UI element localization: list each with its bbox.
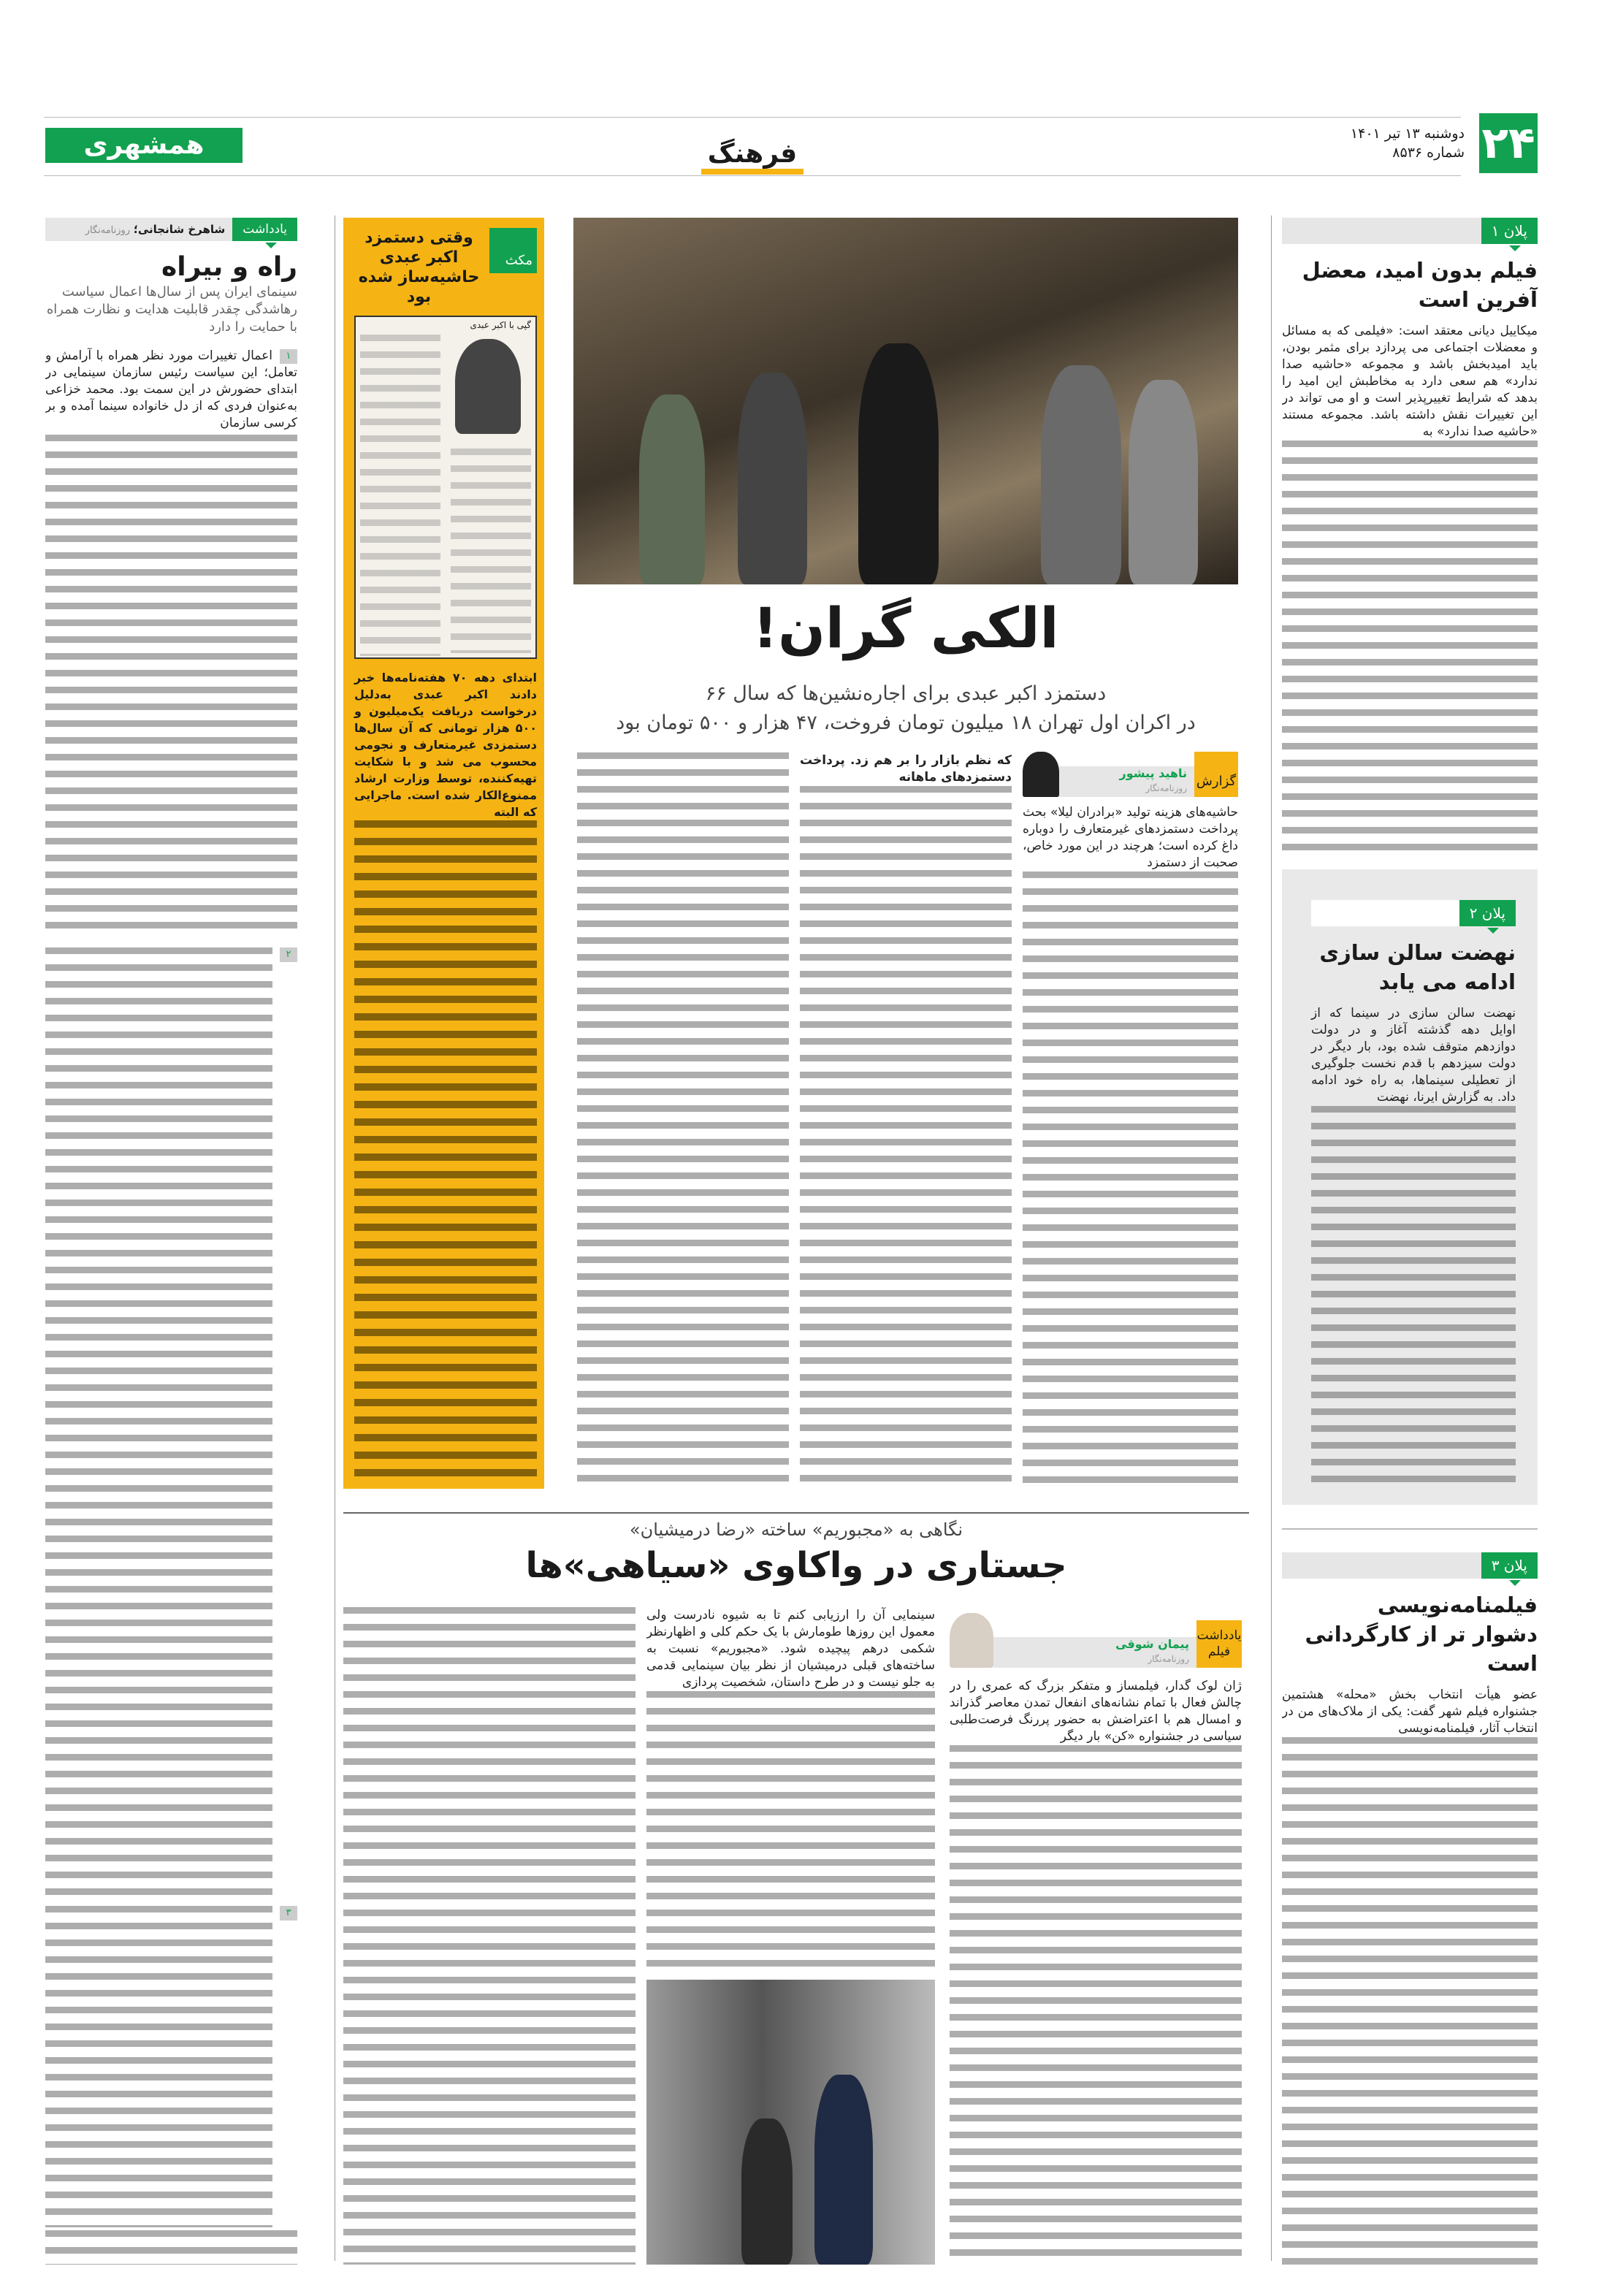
plan2-title: نهضت سالن سازی ادامه می یابد	[1319, 940, 1516, 994]
review-col1	[950, 1611, 1242, 2265]
note-role: روزنامه‌نگار	[85, 225, 131, 236]
section-number-1: ۱	[280, 349, 297, 364]
plan3-title-line1: فیلمنامه‌نویسی	[1377, 1593, 1538, 1617]
plan1-block	[1282, 218, 1538, 855]
clipping-portrait	[455, 339, 521, 434]
main-col1	[1023, 749, 1238, 1485]
newspaper-logo: همشهری	[45, 128, 243, 163]
review-lead: ژان لوک گدار، فیلمساز و متفکر بزرگ که عمری را در چالش فعال با تمام نشانه‌های انفعال تمدن معاصر گذراند و امسال هم با اعتراضش به حضور پررنگ فرصت‌طلبی سیاسی در جشنواره «کن» بار دیگر	[950, 1679, 1242, 1744]
review-tag: یادداشت	[1196, 1628, 1242, 1643]
review-col2-lead: سینمایی آن را ارزیابی کنم تا به شیوه نادرست ولی معمول این روزها طومارش با یک حکم کلی و اظهارنظر شکمی درهم پیچیده شود. «مجبوریم» نسبت به ساخته‌های قبلی درمیشیان از نظر بیان سینمایی قدمی به جلو نیست و در طرح داستان، شخصیت پردازی	[646, 1608, 935, 1690]
issue-number: شماره ۸۵۳۶	[1392, 145, 1465, 161]
main-author: ناهید پیشور	[1119, 766, 1187, 780]
plan2-panel	[1282, 869, 1538, 1505]
plan3-block	[1282, 1552, 1538, 2265]
plan3-title	[1282, 1590, 1538, 1678]
main-col2	[800, 752, 1012, 1485]
section-number-3: ۳	[280, 1906, 297, 1921]
main-photo	[573, 218, 1238, 584]
review-kicker: نگاهی به «مجبوریم» ساخته «رضا درمیشیان»	[629, 1519, 963, 1540]
main-subtitle-line2: در اکران اول تهران ۱۸ میلیون تومان فروخت، ۴۷ هزار و ۵۰۰ تومان بود	[616, 712, 1196, 734]
plan1-title: فیلم بدون امید، معضل آفرین است	[1302, 258, 1538, 312]
plan2-tag: پلان ۲	[1459, 900, 1516, 926]
review-author-role: روزنامه‌نگار	[1148, 1654, 1189, 1664]
note-tag: یادداشت	[232, 218, 297, 241]
note-column	[45, 218, 297, 2265]
plan1-tag: پلان ۱	[1481, 218, 1538, 244]
main-lead: حاشیه‌های هزینه تولید «برادران لیلا» بحث پرداخت دستمزدهای غیرمتعارف را دوباره داغ کرده است؛ هرچند در این مورد خاص، صحبت از دستمزد	[1023, 805, 1238, 870]
main-subtitle-line1: دستمزد اکبر عبدی برای اجاره‌نشین‌ها که سال ۶۶	[705, 682, 1107, 705]
review-col2	[646, 1607, 935, 2265]
plan2-lead: نهضت سالن سازی در سینما که از اوایل دهه گذشته آغاز و در دولت دوازدهم متوقف شده بود، بار دیگر در دولت سیزدهم با قدم نخست جلوگیری از تعطیلی سینماها، به راه خود ادامه داد. به گزارش ایرنا، نهضت	[1311, 1006, 1516, 1105]
note-lead: اعمال تغییرات مورد نظر همراه با آرامش و تعامل؛ این سیاست رئیس سازمان سینمایی در ابتدای حضورش در این سمت بود. محمد خزاعی به‌عنوان فردی که از دل خانواده سینما آمده و بر کرسی سازمان	[45, 348, 297, 430]
review-author: پیمان شوقی	[1115, 1637, 1189, 1651]
main-headline: الکی گران!	[752, 595, 1059, 660]
review-author-photo	[950, 1613, 993, 1668]
issue-date: دوشنبه ۱۳ تیر ۱۴۰۱	[1350, 126, 1465, 142]
plan3-tag: پلان ۳	[1481, 1552, 1538, 1579]
note-subtitle: سینمای ایران پس از سال‌ها اعمال سیاست رهاشدگی چقدر قابلیت هدایت و نظارت همراه با حمایت را دارد	[46, 284, 297, 335]
sidebar-tag: مکث	[489, 228, 537, 273]
report-tag: گزارش	[1194, 752, 1238, 797]
clipping-image	[354, 316, 537, 659]
sidebar-box	[343, 218, 544, 1489]
section-title: فرهنگ	[701, 139, 804, 175]
section-number-2: ۲	[280, 947, 297, 962]
review-photo	[646, 1980, 935, 2265]
author-photo	[1023, 752, 1059, 797]
plan1-lead: میکاییل دیانی معتقد است: «فیلمی که به مسائل و معضلات اجتماعی می پردازد برای مثمر بودن، باید امیدبخش باشد و مجموعه «حاشیه صدا ندارد» هم سعی دارد به مخاطبش این امید را بدهد که شرایط تغییرپذیر است و او می تواند در این تغییرات نقش داشته باشد. مجموعه مستند «حاشیه صدا ندارد» به	[1282, 324, 1538, 439]
plan3-lead: عضو هیأت انتخاب بخش «محله» هشتمین جشنواره فیلم شهر گفت: یکی از ملاک‌های من در انتخاب آثار، فیلمنامه‌نویسی	[1282, 1687, 1538, 1736]
note-author: شاهرخ شانجانی؛	[133, 223, 226, 236]
plan3-title-line2: دشوار تر از کارگردانی است	[1305, 1622, 1538, 1676]
page-number: ۲۴	[1479, 113, 1538, 173]
review-tag-sub: فیلم	[1207, 1644, 1231, 1659]
main-author-role: روزنامه‌نگار	[1145, 783, 1187, 793]
sidebar-lead: ابتدای دهه ۷۰ هفته‌نامه‌ها خبر دادند اکبر عبدی به‌دلیل درخواست دریافت یک‌میلیون و ۵۰۰ هزار تومانی که آن سال‌ها دستمزدی غیرمتعارف و نجومی محسوب می شد و با شکایت تهیه‌کننده، توسط وزارت ارشاد ممنوع‌الکار شده است. ماجرایی که البته	[354, 671, 537, 819]
sidebar-title: وقتی دستمزد اکبر عبدی حاشیه‌ساز شده بود	[358, 229, 480, 306]
note-title: راه و بیراه	[161, 252, 297, 282]
main-col2-lead: که نظم بازار را بر هم زد. پرداخت دستمزدهای ماهانه	[800, 753, 1012, 785]
review-headline: جستاری در واکاوی «سیاهی»ها	[525, 1545, 1067, 1586]
clip-caption: گپی با اکبر عبدی	[470, 320, 531, 330]
